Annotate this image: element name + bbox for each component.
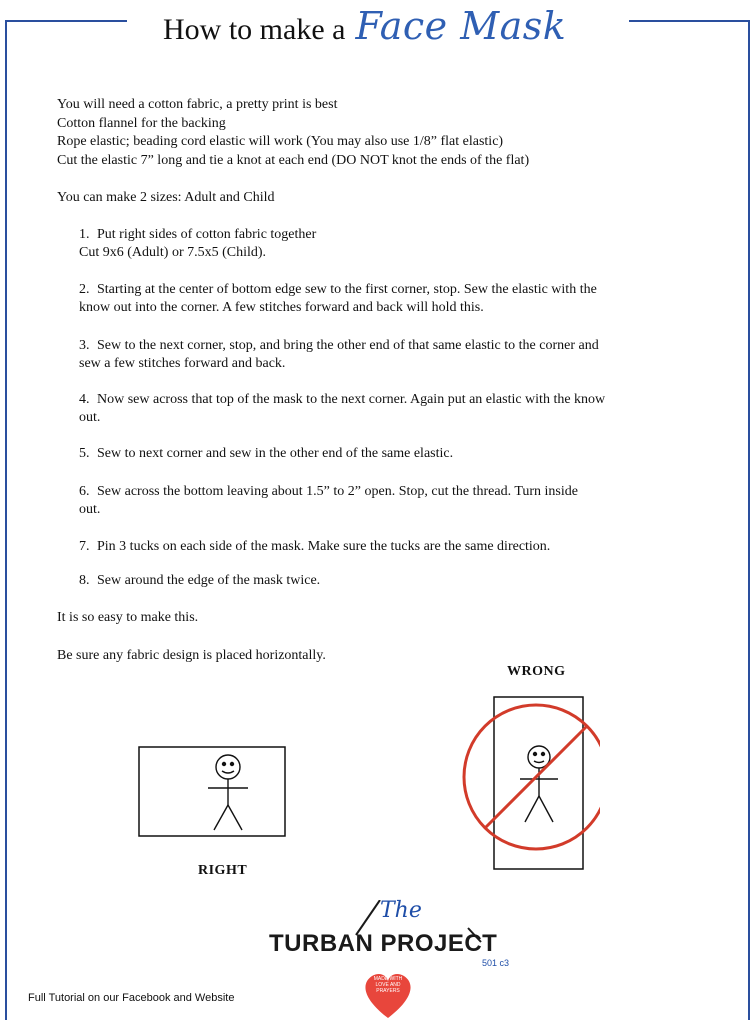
materials-list [57, 96, 529, 170]
heart-caption-line: PRAYERS [376, 988, 400, 994]
materials-line: Cotton flannel for the backing [57, 115, 226, 131]
step-number: 7. [79, 539, 90, 554]
logo-the: The [380, 898, 422, 923]
closing-note: It is so easy to make this. [57, 610, 199, 625]
step-text: Sew to next corner and sew in the other end of the same elastic. [97, 446, 454, 461]
footer-note: Full Tutorial on our Facebook and Website [28, 992, 235, 1004]
step-text: know out into the corner. A few stitches forward and back will hold this. [79, 299, 484, 315]
stick-figure-icon [520, 746, 558, 822]
page-title [163, 4, 566, 48]
heart-caption-line: FREE TURBANS [368, 970, 408, 976]
step-number: 8. [79, 573, 90, 588]
page-border-top-right [629, 20, 750, 22]
step-text: Now sew across that top of the mask to the next corner. Again put an elastic with the know [97, 392, 606, 407]
step-number: 1. [79, 227, 90, 242]
step-number: 6. [79, 484, 90, 499]
heart-caption [368, 970, 408, 994]
wrong-label: WRONG [507, 664, 566, 679]
logo-nonprofit-code: 501 c3 [482, 958, 510, 968]
prohibition-icon [464, 705, 600, 849]
step-item [79, 281, 709, 316]
step-number: 4. [79, 392, 90, 407]
step-text: Starting at the center of bottom edge sew to the first corner, stop. Sew the elastic with the [97, 282, 597, 297]
step-text: Sew to the next corner, stop, and bring the other end of that same elastic to the corner and [97, 338, 599, 353]
step-text: Pin 3 tucks on each side of the mask. Make sure the tucks are the same direction. [97, 539, 551, 554]
turban-project-logo [268, 900, 528, 1018]
step-text: Put right sides of cotton fabric together [97, 227, 317, 242]
title-script: Face Mask [355, 4, 567, 48]
step-text: sew a few stitches forward and back. [79, 355, 286, 371]
heart-caption-line: LOVE AND [375, 982, 401, 988]
title-prefix: How to make a [163, 13, 346, 46]
step-text: Sew across the bottom leaving about 1.5” to 2” open. Stop, cut the thread. Turn inside [97, 484, 578, 499]
step-item [79, 337, 709, 372]
materials-line: You will need a cotton fabric, a pretty print is best [57, 97, 338, 112]
step-item [79, 226, 709, 261]
step-number: 5. [79, 446, 90, 461]
page-border-left [5, 20, 7, 1020]
step-text: Cut 9x6 (Adult) or 7.5x5 (Child). [79, 244, 267, 260]
materials-line: Cut the elastic 7” long and tie a knot at each end (DO NOT knot the ends of the flat) [57, 152, 530, 168]
heart-caption-line: MADE WITH [373, 976, 403, 982]
materials-line: Rope elastic; beading cord elastic will work (You may also use 1/8” flat elastic) [57, 134, 504, 149]
step-text: out. [79, 501, 101, 517]
logo-wordmark: TURBAN PROJECT [269, 930, 498, 957]
closing-note: Be sure any fabric design is placed horizontally. [57, 648, 326, 663]
step-text: Sew around the edge of the mask twice. [97, 573, 321, 588]
step-item [79, 538, 709, 556]
step-item [79, 572, 709, 590]
step-item [79, 445, 709, 463]
horizontal-fabric-rect [139, 747, 285, 836]
right-orientation-diagram [138, 740, 288, 840]
stick-figure-icon [208, 755, 248, 830]
sizes-note: You can make 2 sizes: Adult and Child [57, 190, 275, 205]
step-item [79, 391, 709, 426]
step-number: 2. [79, 282, 90, 297]
wrong-orientation-diagram [460, 690, 600, 875]
right-label: RIGHT [198, 863, 248, 878]
page-border-top-left [5, 20, 127, 22]
step-text: out. [79, 409, 101, 425]
step-item [79, 483, 709, 518]
step-number: 3. [79, 338, 90, 353]
